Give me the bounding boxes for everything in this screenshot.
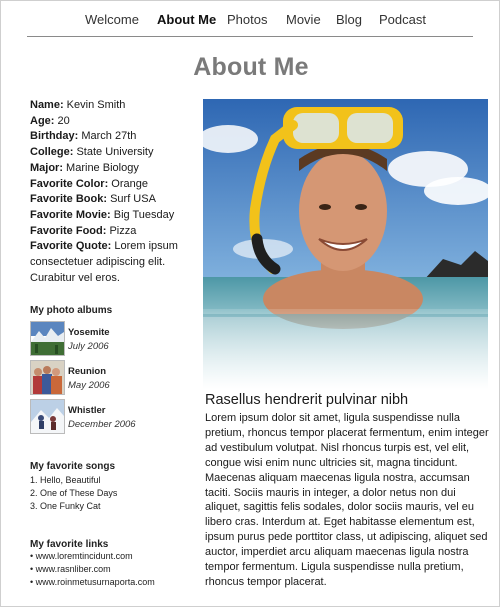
album-name: Yosemite — [68, 327, 110, 338]
list-item — [30, 576, 155, 589]
profile-value: State University — [73, 146, 154, 159]
profile-info — [30, 98, 192, 286]
album-thumbnail — [30, 360, 65, 395]
album-thumbnail — [30, 321, 65, 356]
links-list — [30, 550, 155, 589]
profile-favorite-color — [30, 177, 192, 193]
profile-label: Name: — [30, 99, 64, 111]
profile-value: Surf USA — [107, 193, 156, 206]
list-item — [30, 550, 155, 563]
album-thumbnail — [30, 399, 65, 434]
profile-label: Favorite Quote: — [30, 240, 112, 253]
profile-label: Favorite Food: — [30, 224, 107, 237]
profile-photo — [203, 99, 488, 389]
list-item: 3. One Funky Cat — [30, 501, 101, 511]
nav-podcast[interactable]: Podcast — [379, 12, 426, 27]
nav-welcome[interactable]: Welcome — [85, 12, 139, 27]
profile-label: Favorite Book: — [30, 193, 108, 206]
profile-favorite-quote — [30, 239, 192, 286]
profile-value: March 27th — [78, 130, 137, 143]
album-date: December 2006 — [68, 419, 136, 430]
profile-favorite-food — [30, 224, 192, 240]
profile-major — [30, 161, 192, 177]
profile-value: Orange — [108, 177, 148, 190]
album-date: July 2006 — [68, 341, 109, 352]
profile-value: Big Tuesday — [110, 208, 175, 221]
profile-value: Marine Biology — [63, 161, 139, 174]
profile-value: Lorem ipsum consectetuer adipiscing elit. Curabitur vel eros. — [30, 240, 178, 284]
profile-label: Favorite Movie: — [30, 208, 111, 221]
article-body: Lorem ipsum dolor sit amet, ligula suspendisse nulla pretium, rhoncus tempor placerat fermentum, enim integer ad vestibulum volutpat. Nisl rhoncus turpis est, vel elit, congue wisi enim nunc ultricies sit, magna tincidunt. Maecenas aliquam maecenas ligula nostra, accumsan taciti. Sociis mauris in integer, a dolor netus non dui aliquet, sagittis felis sodales, dolor sociis mauris, vel eu libero cras. Interdum at. Eget habitasse elementum est, ipsum purus pede porttitor class, ut adipiscing, aliquet sed auctor, imperdiet arcu aliquam maecenas ligula nostra tempor fermentum. Ligula suspendisse nulla pretium, rhoncus tempor placerat. — [205, 412, 489, 588]
profile-value: Kevin Smith — [63, 99, 126, 111]
links-heading: My favorite links — [30, 539, 109, 550]
album-reunion[interactable] — [30, 360, 190, 394]
album-name: Whistler — [68, 405, 106, 416]
list-item: 2. One of These Days — [30, 488, 118, 498]
list-item — [30, 563, 155, 576]
favorite-link[interactable]: • www.loremtincidunt.com — [30, 551, 133, 561]
album-date: May 2006 — [68, 380, 110, 391]
nav-blog[interactable]: Blog — [336, 12, 363, 27]
profile-favorite-book — [30, 192, 192, 208]
profile-label: Favorite Color: — [30, 177, 109, 190]
songs-list — [30, 474, 117, 513]
profile-name — [30, 98, 192, 114]
profile-label: Birthday: — [30, 130, 79, 143]
profile-college — [30, 145, 192, 161]
top-nav — [27, 1, 473, 37]
favorite-link[interactable]: • www.rasnliber.com — [30, 564, 111, 574]
article-title: Rasellus hendrerit pulvinar nibh — [205, 392, 409, 408]
profile-birthday — [30, 129, 192, 145]
album-name: Reunion — [68, 366, 106, 377]
album-whistler[interactable] — [30, 399, 190, 433]
profile-label: College: — [30, 146, 74, 159]
album-yosemite[interactable] — [30, 321, 190, 355]
profile-favorite-movie — [30, 208, 192, 224]
profile-label: Major: — [30, 161, 63, 174]
profile-age — [30, 114, 192, 130]
albums-heading: My photo albums — [30, 305, 113, 316]
favorite-link[interactable]: • www.roinmetusurnaporta.com — [30, 577, 155, 587]
profile-value: Pizza — [106, 224, 137, 237]
nav-about-me[interactable]: About Me — [157, 12, 217, 27]
profile-value: 20 — [54, 114, 70, 127]
profile-label: Age: — [30, 114, 55, 127]
nav-movie[interactable]: Movie — [286, 12, 321, 27]
nav-photos[interactable]: Photos — [227, 12, 268, 27]
list-item: 1. Hello, Beautiful — [30, 475, 101, 485]
page-title: About Me — [193, 53, 309, 81]
songs-heading: My favorite songs — [30, 461, 116, 472]
